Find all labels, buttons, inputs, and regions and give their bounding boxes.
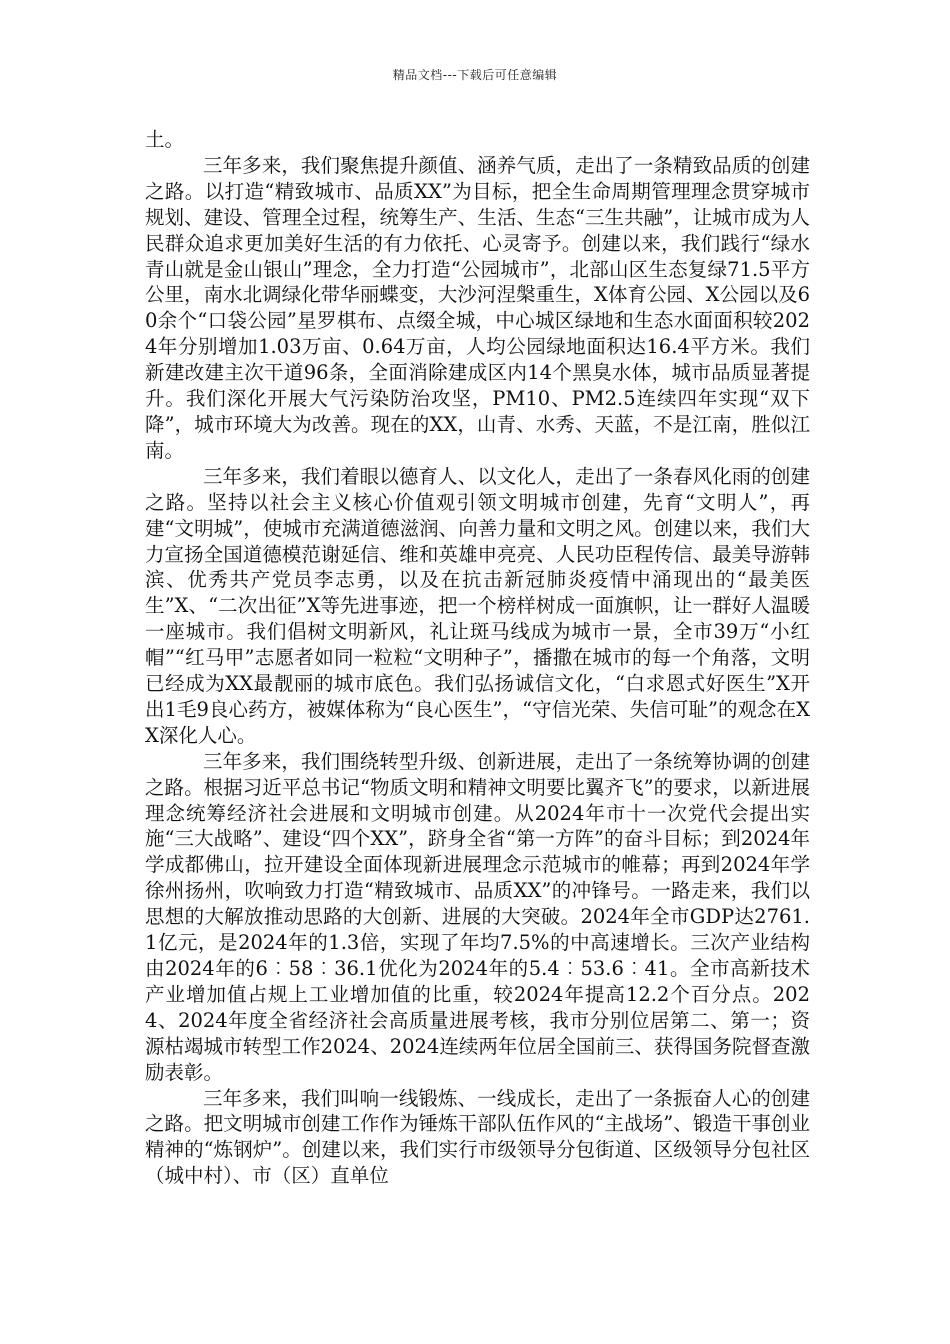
paragraph-cadre-training: 三年多来，我们叫响一线锻炼、一线成长，走出了一条振奋人心的创建之路。把文明城市创建工作作为锤炼干部队伍作风的“主战场”、锻造干事创业精神的“炼钢炉”。创建以来，我们实行市级领导分包街道、区级领导分包社区（城中村）、市（区）直单位 (145, 1086, 810, 1188)
document-body (145, 127, 810, 1189)
paragraph-civic-culture: 三年多来，我们着眼以德育人、以文化人，走出了一条春风化雨的创建之路。坚持以社会主义核心价值观引领文明城市创建，先育“文明人”，再建“文明城”，使城市充满道德滋润、向善力量和文明之风。创建以来，我们大力宣扬全国道德模范谢延信、维和英雄申亮亮、人民功臣程传信、最美导游韩滨、优秀共产党员李志勇，以及在抗击新冠肺炎疫情中涌现出的“最美医生”X、“二次出征”X等先进事迹，把一个榜样树成一面旗帜，让一群好人温暖一座城市。我们倡树文明新风，礼让斑马线成为城市一景，全市39万“小红帽”“红马甲”志愿者如同一粒粒“文明种子”，播撒在城市的每一个角落，文明已经成为XX最靓丽的城市底色。我们弘扬诚信文化，“白求恩式好医生”X开出1毛9良心药方，被媒体称为“良心医生”，“守信光荣、失信可耻”的观念在XX深化人心。 (145, 464, 810, 747)
paragraph-economic-development: 三年多来，我们围绕转型升级、创新进展，走出了一条统筹协调的创建之路。根据习近平总书记“物质文明和精神文明要比翼齐飞”的要求，以新进展理念统筹经济社会进展和文明城市创建。从2024年市十一次党代会提出实施“三大战略”、建设“四个XX”，跻身全省“第一方阵”的奋斗目标；到2024年学成都佛山，拉开建设全面体现新进展理念示范城市的帷幕；再到2024年学徐州扬州，吹响致力打造“精致城市、品质XX”的冲锋号。一路走来，我们以思想的大解放推动思路的大创新、进展的大突破。2024年全市GDP达2761.1亿元，是2024年的1.3倍，实现了年均7.5%的中高速增长。三次产业结构由2024年的6︰58︰36.1优化为2024年的5.4︰53.6︰41。全市高新技术产业增加值占规上工业增加值的比重，较2024年提高12.2个百分点。2024、2024年度全省经济社会高质量进展考核，我市分别位居第二、第一；资源枯竭城市转型工作2024、2024连续两年位居全国前三、获得国务院督查激励表彰。 (145, 749, 810, 1084)
page-header: 精品文档---下载后可任意编辑 (392, 68, 558, 82)
paragraph-continuation: 土。 (145, 128, 185, 151)
paragraph-quality-city: 三年多来，我们聚焦提升颜值、涵养气质，走出了一条精致品质的创建之路。以打造“精致城市、品质XX”为目标，把全生命周期管理理念贯穿城市规划、建设、管理全过程，统筹生产、生活、生态“三生共融”，让城市成为人民群众追求更加美好生活的有力依托、心灵寄予。创建以来，我们践行“绿水青山就是金山银山”理念，全力打造“公园城市”，北部山区生态复绿71.5平方公里，南水北调绿化带华丽蝶变，大沙河涅槃重生，X体育公园、X公园以及60余个“口袋公园”星罗棋布、点缀全城，中心城区绿地和生态水面面积较2024年分别增加1.03万亩、0.64万亩，人均公园绿地面积达16.4平方米。我们新建改建主次干道96条，全面消除建成区内14个黑臭水体，城市品质显著提升。我们深化开展大气污染防治攻坚，PM10、PM2.5连续四年实现“双下降”，城市环境大为改善。现在的XX，山青、水秀、天蓝，不是江南，胜似江南。 (145, 153, 810, 462)
